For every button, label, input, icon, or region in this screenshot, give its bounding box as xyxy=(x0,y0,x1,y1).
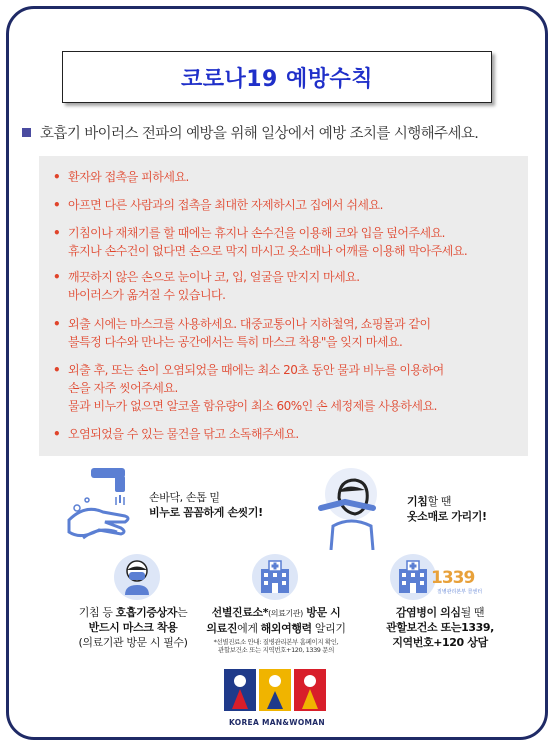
handwash-caption xyxy=(149,490,263,520)
title-box xyxy=(62,51,492,103)
suspect-caption xyxy=(357,605,523,650)
clinic-note1: *선별진료소 안내: 질병관리본부 홈페이지 확인, xyxy=(213,638,339,646)
cough-line1-rest: 할 땐 xyxy=(427,495,452,508)
hotline-badge-sub: 질병관리본부 콜센터 xyxy=(437,589,483,595)
clinic-note2: 관할보건소 또는 지역번호+120, 1339 문의 xyxy=(218,646,334,654)
rule-item xyxy=(53,361,523,415)
rule-item xyxy=(53,224,523,260)
intro xyxy=(22,122,542,143)
logo-text: KOREA MAN&WOMAN xyxy=(229,718,325,727)
suspect-line1-rest: 될 땐 xyxy=(460,606,485,619)
rule-item xyxy=(53,196,523,214)
rule-line: 오염되었을 수 있는 물건을 닦고 소독해주세요. xyxy=(68,427,299,441)
rule-bullet: • xyxy=(53,270,61,284)
rule-bullet: • xyxy=(53,226,61,240)
cough-icon xyxy=(315,468,389,550)
cough-caption xyxy=(407,494,487,524)
mask-line1-post: 는 xyxy=(177,606,188,619)
clinic-line1-rest: 방문 시 xyxy=(302,606,341,619)
suspect-line2: 관할보건소 또는1339, xyxy=(386,621,494,634)
suspect-line3: 지역번호+120 상담 xyxy=(392,636,488,649)
hospital-icon xyxy=(251,553,299,601)
mask-line1-bold: 호흡기증상자 xyxy=(115,606,177,619)
handwash-line1: 손바닥, 손톱 밑 xyxy=(149,491,220,504)
rule-bullet: • xyxy=(53,170,61,184)
rule-line: 바이러스가 옮겨질 수 있습니다. xyxy=(68,288,226,302)
rules-box xyxy=(39,156,528,456)
rule-bullet: • xyxy=(53,363,61,377)
rule-line: 외출 후, 또는 손이 오염되었을 때에는 최소 20초 동안 물과 비누를 이용하여 xyxy=(68,363,444,377)
handwash-line2: 비누로 꼼꼼하게 손씻기! xyxy=(149,506,263,519)
rule-line: 손을 자주 씻어주세요. xyxy=(68,381,178,395)
rule-item xyxy=(53,425,523,443)
clinic-line2-pre: 의료진 xyxy=(206,622,238,635)
square-bullet-icon xyxy=(22,128,31,137)
info-panel xyxy=(39,460,528,665)
cough-line2: 옷소매로 가리기! xyxy=(407,510,487,523)
hotline-badge: 1339 xyxy=(431,568,475,588)
mask-line1-pre: 기침 등 xyxy=(78,606,116,619)
clinic-caption xyxy=(193,605,359,654)
rule-line: 불특정 다수와 만나는 공간에서는 특히 마스크 착용"을 잊지 마세요. xyxy=(68,335,403,349)
health-center-icon xyxy=(389,553,437,601)
rule-item xyxy=(53,315,523,351)
clinic-line2-mid: 에게 xyxy=(237,622,261,635)
mask-line2: 반드시 마스크 착용 xyxy=(88,621,178,634)
rule-bullet: • xyxy=(53,427,61,441)
suspect-line1-bold: 감염병이 의심 xyxy=(395,606,461,619)
rule-line: 물과 비누가 없으면 알코올 함유량이 최소 60%인 손 세정제를 사용하세요. xyxy=(68,399,437,413)
page-title: 코로나19 예방수칙 xyxy=(180,66,374,92)
rule-line: 휴지나 손수건이 없다면 손으로 막지 마시고 옷소매나 어깨를 이용해 막아주세요. xyxy=(68,244,468,258)
mask-line3: (의료기관 방문 시 필수) xyxy=(78,636,188,649)
mask-icon xyxy=(113,553,161,601)
rule-bullet: • xyxy=(53,198,61,212)
rule-item xyxy=(53,168,523,186)
rule-item xyxy=(53,268,523,304)
clinic-line1-bold: 선별진료소* xyxy=(211,606,269,619)
clinic-line1-small: (의료기관) xyxy=(268,609,303,618)
rule-line: 아프면 다른 사람과의 접촉을 최대한 자제하시고 집에서 쉬세요. xyxy=(68,198,383,212)
handwash-icon xyxy=(65,468,137,548)
cough-line1-bold: 기침 xyxy=(407,495,428,508)
clinic-line2-bold: 해외여행력 xyxy=(260,622,312,635)
mask-caption xyxy=(53,605,213,650)
rule-line: 깨끗하지 않은 손으로 눈이나 코, 입, 얼굴을 만지지 마세요. xyxy=(68,270,360,284)
rule-line: 환자와 접촉을 피하세요. xyxy=(68,170,189,184)
rule-line: 기침이나 재채기를 할 때에는 휴지나 손수건을 이용해 코와 입을 덮어주세요. xyxy=(68,226,445,240)
clinic-line2-post: 알리기 xyxy=(311,622,346,635)
rule-line: 외출 시에는 마스크를 사용하세요. 대중교통이나 지하철역, 쇼핑몰과 같이 xyxy=(68,317,431,331)
intro-text: 호흡기 바이러스 전파의 예방을 위해 일상에서 예방 조치를 시행해주세요. xyxy=(40,126,479,142)
rule-bullet: • xyxy=(53,317,61,331)
